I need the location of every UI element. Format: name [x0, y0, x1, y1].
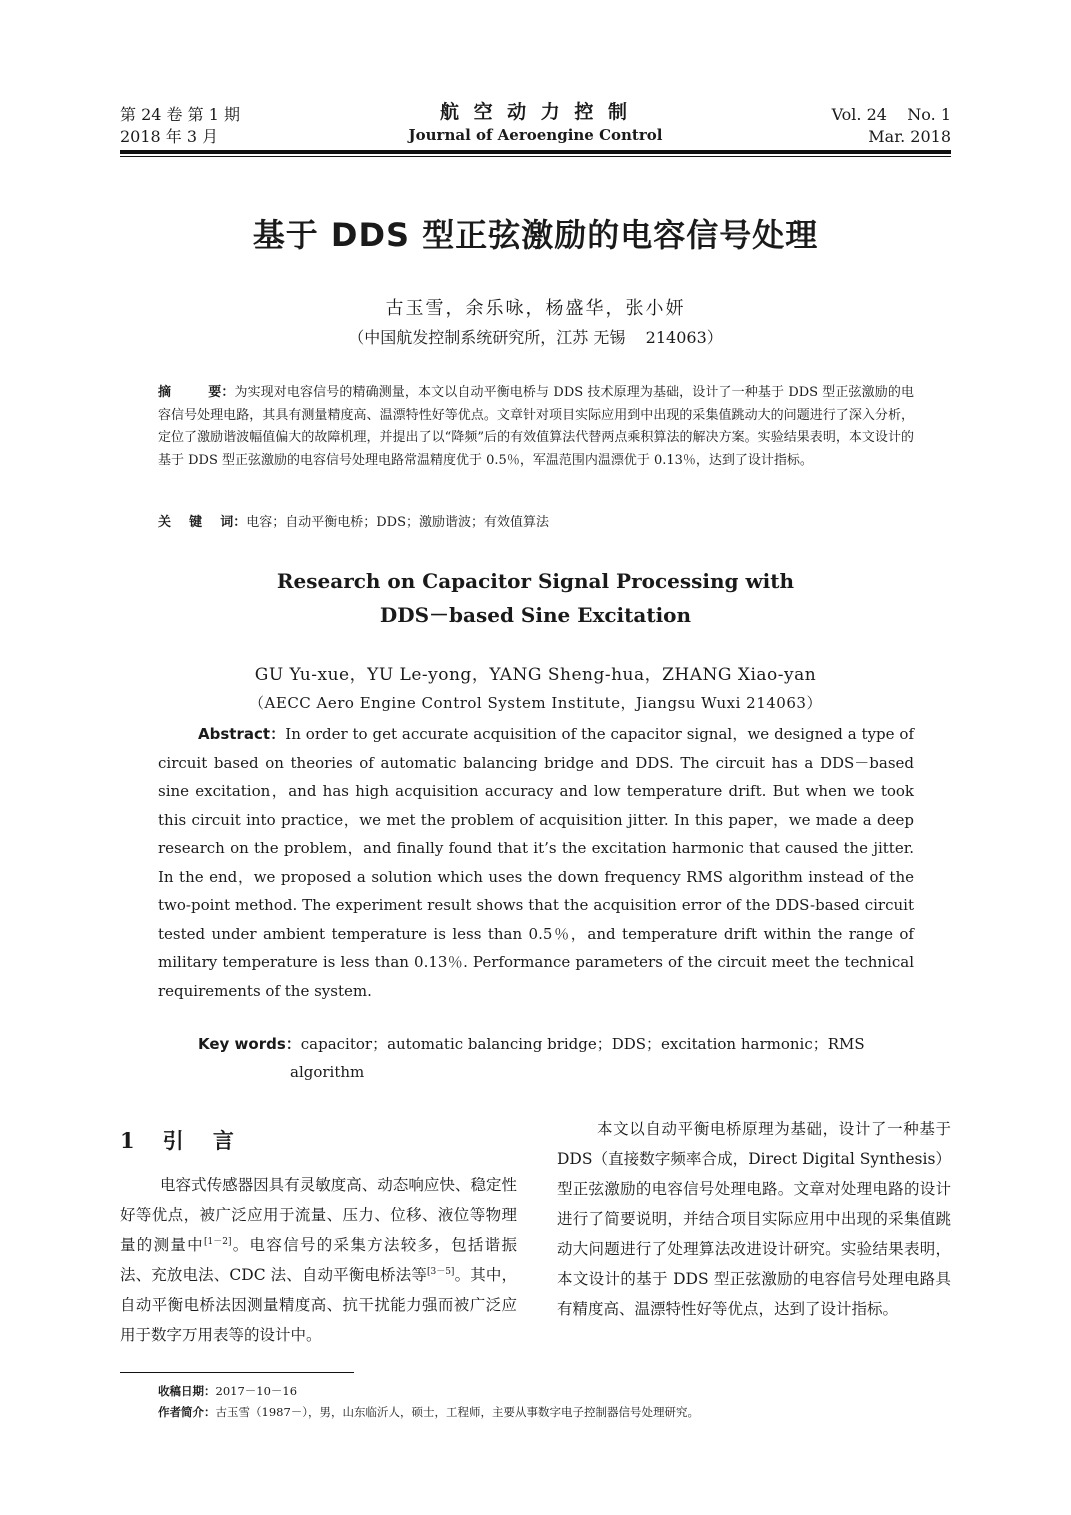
- body-text: 。其中，自动平衡电桥法因测量精度高、抗干扰能力强而被广泛应用于数字万用表等的设计中。: [120, 1266, 517, 1344]
- volume-issue-cn: 第 24 卷 第 1 期: [120, 105, 240, 124]
- footnote-received: [158, 1382, 951, 1401]
- date-en: Mar. 2018: [868, 127, 951, 146]
- body-column-left: [120, 1170, 517, 1350]
- authors-cn: 古玉雪，余乐咏，杨盛华，张小妍: [385, 298, 686, 319]
- header-rule-thin: [120, 156, 951, 157]
- body-text: 。电容信号的采集方法较多，包括谐振法、充放电法、CDC 法、自动平衡电桥法等: [120, 1236, 517, 1284]
- affiliation-cn: （中国航发控制系统研究所，江苏 无锡 214063）: [348, 328, 723, 347]
- date-cn: 2018 年 3 月: [120, 127, 219, 146]
- body-text: 电容式传感器因具有灵敏度高、动态响应快、稳定性好等优点，被广泛应用于流量、压力、位移、液位等物理量的测量中: [120, 1176, 517, 1254]
- keywords-text-en: capacitor；automatic balancing bridge；DDS；excitation harmonic；RMS algorithm: [290, 1035, 865, 1081]
- received-label: 收稿日期：: [158, 1384, 216, 1398]
- body-text: 本文以自动平衡电桥原理为基础，设计了一种基于 DDS（直接数字频率合成，Direct Digital Synthesis）型正弦激励的电容信号处理电路。文章对处理电路的设计进行了简要说明，并结合项目实际应用中出现的采集值跳动大问题进行了处理算法改进设计研究。实验结果表明，本文设计的基于 DDS 型正弦激励的电容信号处理电路具有精度高、温漂特性好等优点，达到了设计指标。: [557, 1120, 951, 1318]
- footnote-author-bio: [158, 1403, 951, 1422]
- abstract-en: [158, 720, 914, 1005]
- citation: [1－2]: [203, 1237, 232, 1247]
- paper-title-en-line2: DDS－based Sine Excitation: [379, 603, 692, 627]
- abstract-cn: [158, 382, 914, 472]
- paper-title-cn: 基于 DDS 型正弦激励的电容信号处理: [252, 216, 819, 254]
- running-header-right: [832, 104, 951, 148]
- abstract-text-cn: 为实现对电容信号的精确测量，本文以自动平衡电桥与 DDS 技术原理为基础，设计了一种基于 DDS 型正弦激励的电容信号处理电路，其具有测量精度高、温漂特性好等优点。文章针对项目实际应用到中出现的采集值跳动大的问题进行了深入分析，定位了激励谐波幅值偏大的故障机理，并提出了以“降频”后的有效值算法代替两点乘积算法的解决方案。实验结果表明，本文设计的基于 DDS 型正弦激励的电容信号处理电路常温精度优于 0.5％，军温范围内温漂优于 0.13％，达到了设计指标。: [158, 385, 914, 468]
- received-date: 2017－10－16: [215, 1384, 298, 1398]
- journal-name-en: Journal of Aeroengine Control: [408, 126, 663, 144]
- bio-label: 作者简介：: [158, 1405, 216, 1419]
- authors-en: GU Yu-xue，YU Le-yong，YANG Sheng-hua，ZHANG Xiao-yan: [254, 665, 817, 685]
- abstract-text-en: In order to get accurate acquisition of the capacitor signal，we designed a type of circuit based on theories of automatic balancing bridge and DDS. The circuit has a DDS－based sine excitation，and has high acquisition accuracy and low temperature drift. But when we took this circuit into practice，we met the problem of acquisition jitter. In this paper，we made a deep research on the problem，and finally found that it’s the excitation harmonic that caused the jitter. In the end，we proposed a solution which uses the down frequency RMS algorithm instead of the two-point method. The experiment result shows that the acquisition error of the DDS-based circuit tested under ambient temperature is less than 0.5％，and temperature drift within the range of military temperature is less than 0.13％. Performance parameters of the circuit meet the technical requirements of the system.: [158, 725, 914, 1000]
- journal-name-cn: 航 空 动 力 控 制: [439, 101, 632, 123]
- abstract-label-en: Abstract：: [198, 725, 286, 743]
- section-title: 引 言: [162, 1129, 234, 1153]
- keywords-text-cn: 电容；自动平衡电桥；DDS；激励谐波；有效值算法: [246, 515, 549, 530]
- keywords-label-cn: 关 键 词：: [158, 515, 247, 530]
- affiliation-en: （AECC Aero Engine Control System Institute，Jiangsu Wuxi 214063）: [249, 694, 822, 712]
- header-rule-thick: [120, 150, 951, 154]
- citation: [3－5]: [426, 1267, 455, 1277]
- bio-text: 古玉雪（1987－），男，山东临沂人，硕士，工程师，主要从事数字电子控制器信号处理研究。: [215, 1405, 700, 1419]
- body-column-right: [557, 1114, 951, 1324]
- keywords-label-en: Key words：: [198, 1035, 301, 1053]
- paper-title-en: [0, 564, 1071, 632]
- section-heading: [120, 1126, 234, 1156]
- keywords-cn: [158, 512, 914, 534]
- paper-title-en-line1: Research on Capacitor Signal Processing with: [276, 569, 795, 593]
- keywords-en: [198, 1030, 914, 1086]
- section-number: 1: [120, 1128, 135, 1153]
- footnote-rule: [120, 1372, 354, 1373]
- abstract-label-cn: 摘 要：: [158, 385, 235, 400]
- volume-issue-en: Vol. 24 No. 1: [831, 105, 951, 124]
